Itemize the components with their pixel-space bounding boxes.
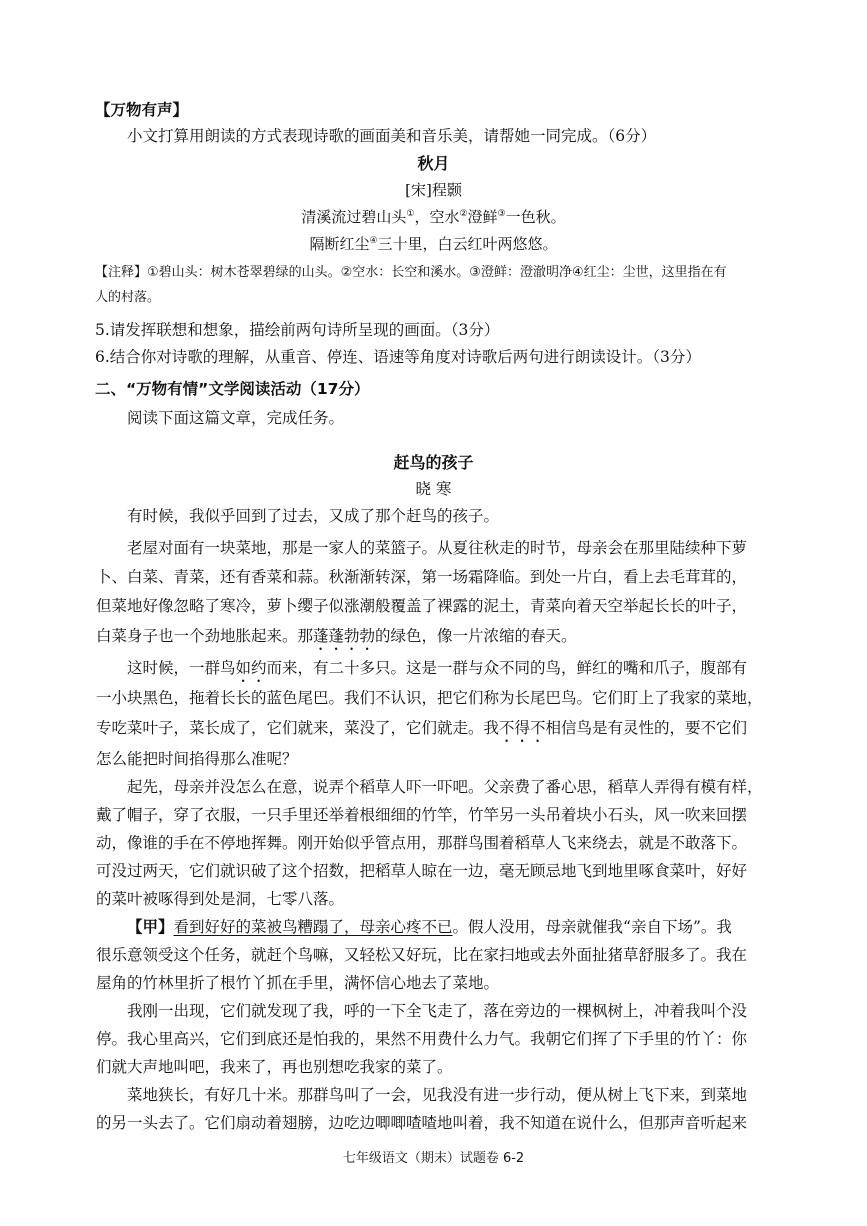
question-6: 6.结合你对诗歌的理解，从重音、停连、语速等角度对诗歌后两句进行朗读设计。（3分） xyxy=(95,348,701,366)
section-intro: 小文打算用朗读的方式表现诗歌的画面美和音乐美，请帮她一同完成。（6分） xyxy=(127,127,657,145)
poem-line-1-part-a: 清溪流过碧山头 xyxy=(301,208,407,226)
article-line: 起先，母亲并没怎么在意，说弄个稻草人吓一吓吧。父亲费了番心思，稻草人弄得有模有样， xyxy=(127,778,763,796)
article-title: 赶鸟的孩子 xyxy=(393,453,474,472)
article-line: 但菜地好像忽略了寒冷，萝卜缨子似涨潮般覆盖了裸露的泥土，青菜向着天空举起长长的叶子， xyxy=(96,597,748,615)
footnote-marker-2: ② xyxy=(459,209,468,219)
article-line: 的另一头去了。它们扇动着翅膀，边吃边唧唧喳喳地叫着，我不知道在说什么，但那声音听起来 xyxy=(96,1114,748,1132)
article-line: 们就大声地叫吧，我来了，再也别想吃我家的菜了。 xyxy=(96,1058,453,1076)
poem-line-2-part-b: 三十里，白云红叶两悠悠。 xyxy=(377,235,558,253)
footnote-marker-3: ③ xyxy=(497,209,506,219)
page-footer: 七年级语文（期末）试题卷 6-2 xyxy=(342,1151,525,1166)
section-two-instruction: 阅读下面这篇文章，完成任务。 xyxy=(127,409,345,427)
article-line: 可没过两天，它们就识破了这个招数，把稻草人晾在一边，毫无顾忌地飞到地里啄食菜叶，好好 xyxy=(96,862,748,880)
poem-title: 秋月 xyxy=(417,154,450,173)
poem-line-1-part-b: ，空水 xyxy=(414,208,460,226)
article-author: 晓 寒 xyxy=(415,480,452,498)
emphasized-word: 蓬蓬勃勃 xyxy=(313,627,376,645)
article-line: 很乐意领受这个任务，就赶个鸟嘛，又轻松又好玩，比在家扫地或去外面扯猪草舒服多了。我在 xyxy=(96,946,748,964)
article-line: 老屋对面有一块菜地，那是一家人的菜篮子。从夏往秋走的时节，母亲会在那里陆续种下萝 xyxy=(127,539,748,557)
poem-line-2-part-a: 隔断红尘 xyxy=(309,235,370,253)
poem-notes-line-2: 人的村落。 xyxy=(95,290,161,305)
emphasized-word: 不得不 xyxy=(499,719,546,737)
poem-line-1 xyxy=(0,206,867,228)
article-line: 屋角的竹林里折了根竹丫抓在手里，满怀信心地去了菜地。 xyxy=(96,974,500,992)
emphasized-word: 如约 xyxy=(235,659,267,677)
article-line: 这时候，一群鸟如约而来，有二十多只。这是一群与众不同的鸟，鲜红的嘴和爪子，腹部有 xyxy=(127,659,748,677)
jia-marker: 【甲】 xyxy=(127,918,174,936)
article-line: 动，像谁的手在不停地挥舞。刚开始似乎管点用，那群鸟围着稻草人飞来绕去，就是不敢落下。 xyxy=(96,834,748,852)
article-line: 有时候，我似乎回到了过去，又成了那个赶鸟的孩子。 xyxy=(127,507,500,525)
article-line: 戴了帽子，穿了衣服，一只手里还举着根细细的竹竿，竹竿另一头吊着块小石头，风一吹来回摆 xyxy=(96,806,748,824)
section-heading-wanwu-yousheng: 【万物有声】 xyxy=(95,101,189,119)
poem-line-2 xyxy=(0,233,867,255)
jia-underlined-sentence: 看到好好的菜被鸟糟蹋了，母亲心疼不已 xyxy=(173,918,453,936)
article-line: 卜、白菜、青菜，还有香菜和蒜。秋渐渐转深，第一场霜降临。到处一片白，看上去毛茸茸的， xyxy=(96,568,748,586)
article-line: 停。我心里高兴，它们到底还是怕我的，果然不用费什么力气。我朝它们挥了下手里的竹丫：你 xyxy=(96,1030,748,1048)
article-line: 我刚一出现，它们就发现了我，呼的一下全飞走了，落在旁边的一棵枫树上，冲着我叫个没 xyxy=(127,1002,748,1020)
article-line: 专吃菜叶子，菜长成了，它们就来，菜没了，它们就走。我不得不相信鸟是有灵性的，要不它们 xyxy=(96,719,748,737)
poem-line-1-part-d: 一色秋。 xyxy=(505,208,566,226)
article-line: 菜地狭长，有好几十米。那群鸟叫了一会，见我没有进一步行动，便从树上飞下来，到菜地 xyxy=(127,1086,748,1104)
poem-notes-line-1: 【注释】①碧山头：树木苍翠碧绿的山头。②空水：长空和溪水。③澄鲜：澄澈明净④红尘：尘世，这里指在有 xyxy=(95,265,727,280)
jia-line-rest: 。假人没用，母亲就催我“亲自下场”。我 xyxy=(452,918,732,936)
poem-line-1-part-c: 澄鲜 xyxy=(467,208,498,226)
article-line: 一小块黑色，拖着长长的蓝色尾巴。我们不认识，把它们称为长尾巴鸟。它们盯上了我家的菜地， xyxy=(96,689,763,707)
footnote-marker-4: ④ xyxy=(369,236,378,246)
poem-author: [宋]程颢 xyxy=(405,181,462,199)
article-line: 白菜身子也一个劲地胀起来。那蓬蓬勃勃的绿色，像一片浓缩的春天。 xyxy=(96,627,577,645)
footnote-marker-1: ① xyxy=(406,209,415,219)
article-line: 的菜叶被啄得到处是洞，七零八落。 xyxy=(96,890,345,908)
section-two-heading: 二、“万物有情”文学阅读活动（17分） xyxy=(95,380,370,398)
article-line: 怎么能把时间掐得那么准呢？ xyxy=(96,750,298,768)
article-line-jia xyxy=(127,916,732,938)
question-5: 5.请发挥联想和想象，描绘前两句诗所呈现的画面。（3分） xyxy=(95,321,500,339)
